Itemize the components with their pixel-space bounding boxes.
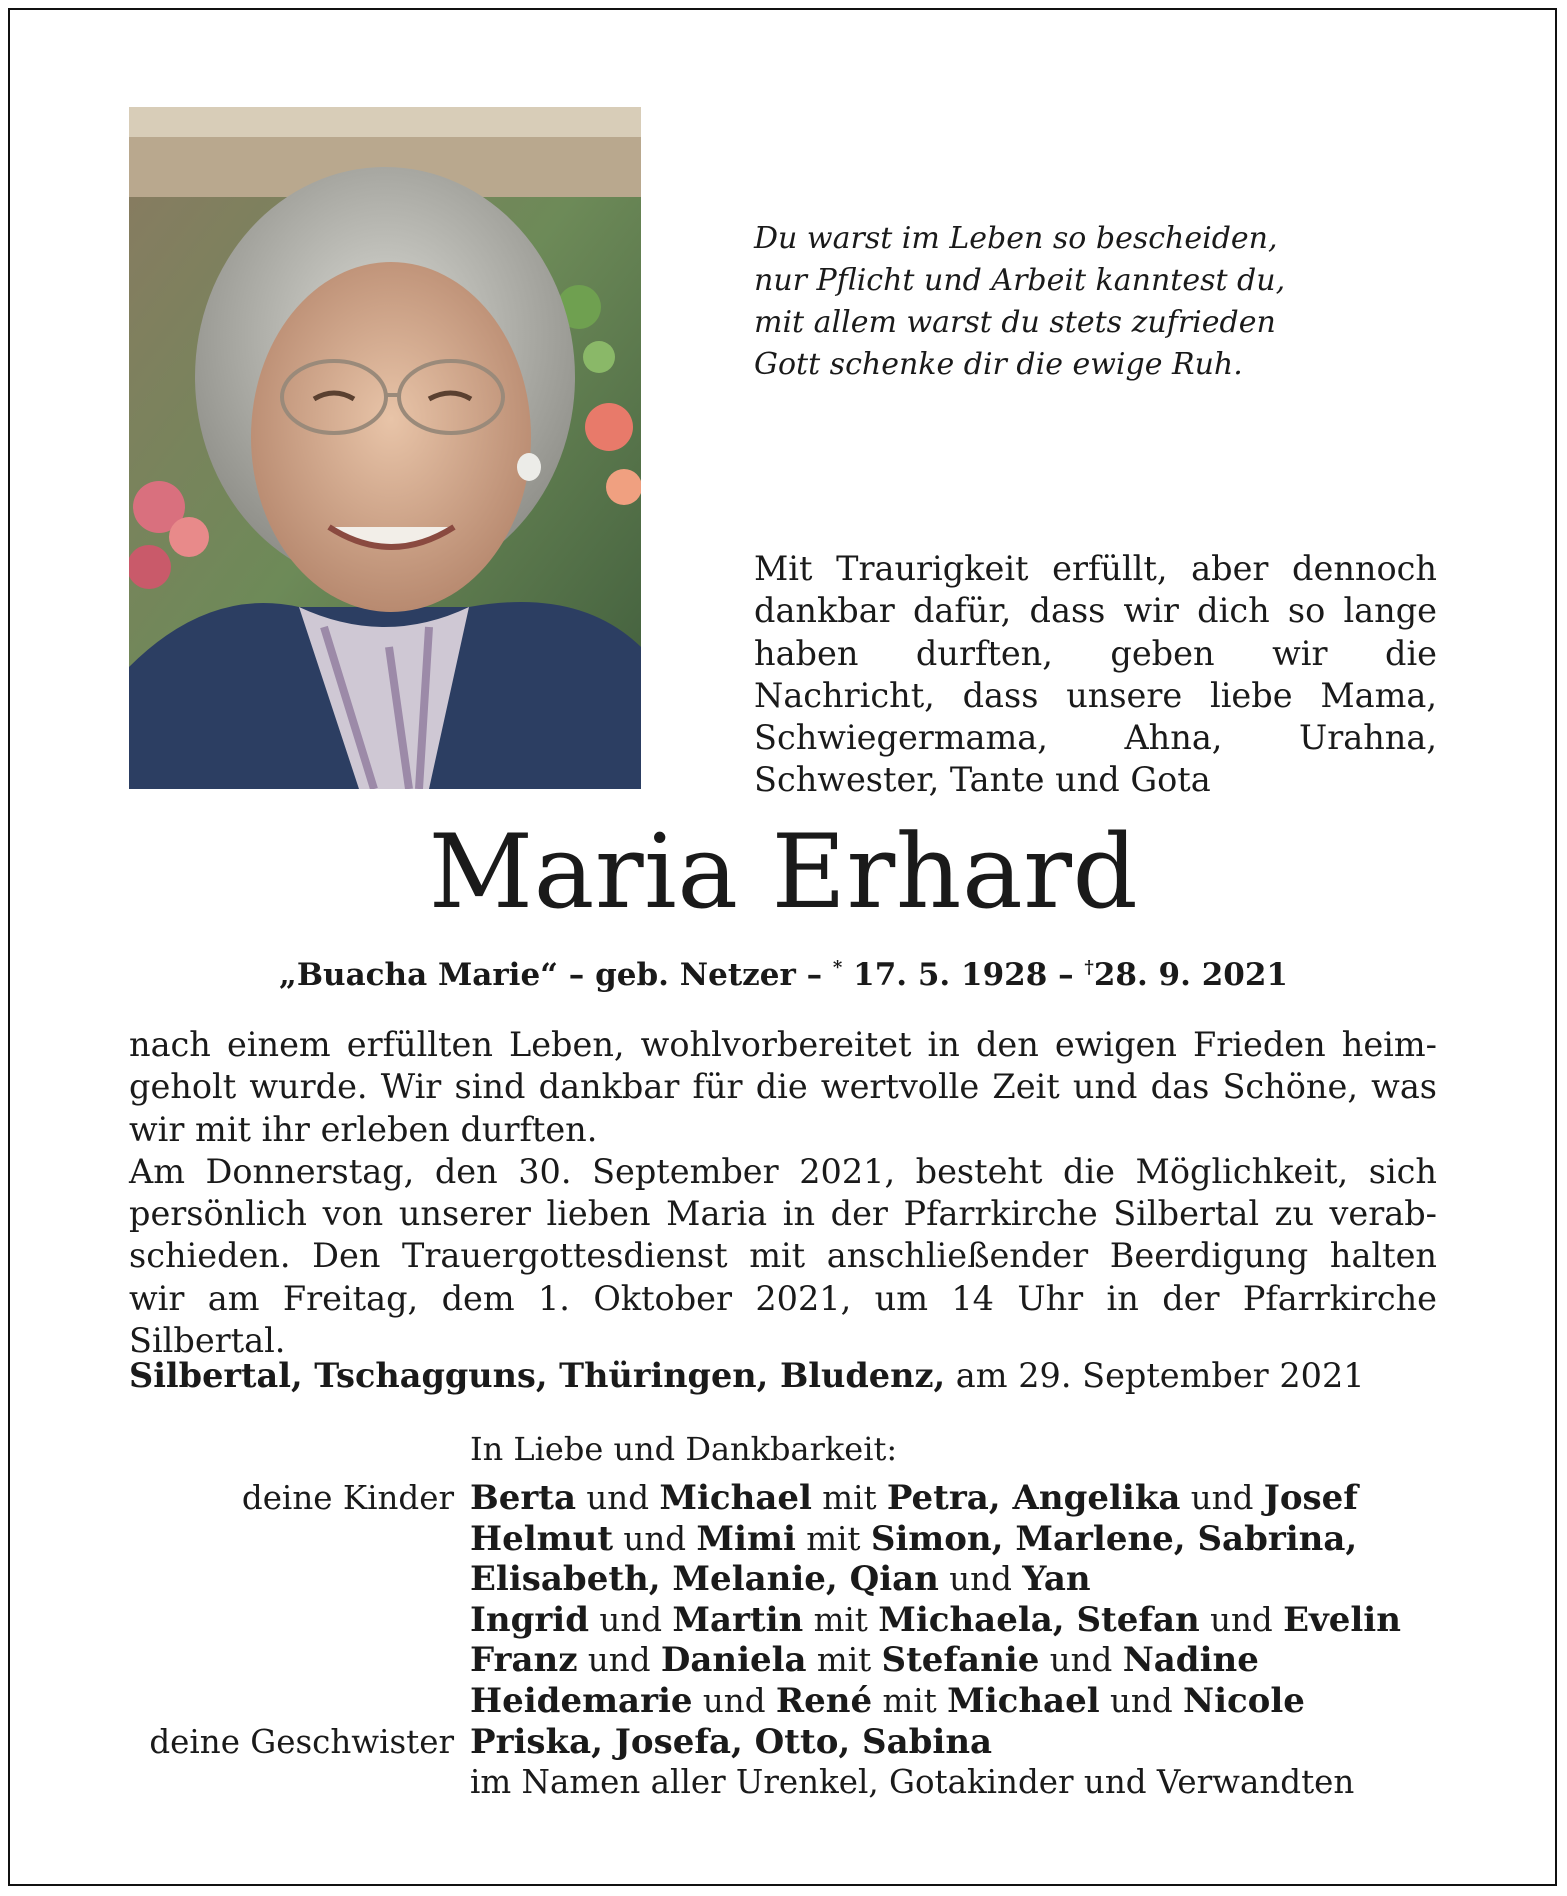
body-paragraph-1: nach einem erfüllten Leben, wohlvorbereitet in den ewigen Frieden heimgeholt wurde. Wir sind dankbar für die wertvolle Zeit und das Schöne, was wir mit ihr erleben durften. — [129, 1025, 1437, 1149]
family-names — [470, 1640, 1259, 1681]
family-row — [0, 1519, 1567, 1560]
separator: – — [795, 957, 833, 993]
connector-text: mit — [795, 1519, 871, 1558]
birth-symbol: * — [832, 957, 843, 978]
family-row — [0, 1722, 1567, 1763]
place-date-line — [129, 1355, 1469, 1397]
relation-label: deine Kinder — [241, 1479, 454, 1517]
portrait-image — [129, 107, 641, 789]
intro-paragraph: Mit Traurigkeit erfüllt, aber dennoch dankbar dafür, dass wir dich so lange haben durften, geben wir die Nachricht, dass unsere liebe Mama, Schwiegermama, Ahna, Urahna, Schwester, Tante und Gota — [754, 549, 1437, 800]
nickname: „Buacha Marie“ — [279, 957, 559, 993]
verse-line: mit allem warst du stets zufrieden — [754, 305, 1276, 340]
family-row — [0, 1762, 1567, 1803]
connector-text: mit — [803, 1600, 879, 1639]
family-member-name: Berta — [470, 1478, 577, 1518]
family-member-name: Nicole — [1182, 1680, 1305, 1721]
family-member-name: Mimi — [696, 1518, 796, 1559]
family-names — [470, 1559, 1091, 1600]
family-member-name: Petra, Angelika — [886, 1478, 1181, 1518]
towns: Silbertal, Tschagguns, Thüringen, Bludenz, — [129, 1356, 946, 1395]
family-row — [0, 1600, 1567, 1641]
death-symbol: † — [1084, 957, 1094, 978]
family-row — [0, 1640, 1567, 1681]
connector-text: und — [1199, 1600, 1284, 1639]
family-member-name: Michael — [659, 1478, 812, 1518]
family-member-name: René — [775, 1680, 873, 1721]
family-member-name: Stefanie — [881, 1640, 1040, 1681]
signoff: In Liebe und Dankbarkeit: — [470, 1430, 898, 1468]
maiden-name: geb. Netzer — [595, 957, 796, 993]
death-date: 28. 9. 2021 — [1093, 957, 1288, 993]
connector-text: mit — [811, 1479, 887, 1517]
family-member-name: Daniela — [660, 1640, 807, 1681]
family-names — [470, 1519, 1357, 1560]
family-member-name: Evelin — [1283, 1599, 1401, 1640]
connector-text: und — [576, 1479, 660, 1517]
family-member-name: Michael — [947, 1680, 1100, 1721]
family-member-name: Nadine — [1122, 1640, 1259, 1681]
family-member-name: Franz — [470, 1640, 578, 1681]
family-names — [470, 1478, 1358, 1519]
family-member-name: Martin — [672, 1599, 804, 1640]
relation-label: deine Geschwister — [149, 1722, 454, 1761]
connector-text: und — [1039, 1641, 1123, 1680]
portrait-photo — [129, 107, 641, 789]
connector-text: und — [938, 1560, 1023, 1599]
connector-text: und — [692, 1681, 776, 1720]
connector-text: und — [577, 1641, 661, 1680]
verse-line: Gott schenke dir die ewige Ruh. — [754, 347, 1243, 382]
connector-text: und — [1180, 1479, 1264, 1517]
family-member-name: Ingrid — [470, 1599, 589, 1640]
connector-text: mit — [872, 1681, 948, 1720]
family-names — [470, 1722, 992, 1763]
connector-text: und — [589, 1600, 673, 1639]
connector-text: und — [1099, 1681, 1183, 1720]
birth-date: 17. 5. 1928 — [853, 957, 1048, 993]
family-member-name: Josef — [1263, 1478, 1358, 1518]
family-member-name: Helmut — [470, 1518, 614, 1559]
connector-text: und — [613, 1519, 697, 1558]
announcement-date: am 29. September 2021 — [945, 1356, 1365, 1395]
family-member-name: Heidemarie — [470, 1680, 693, 1721]
separator: – — [1047, 957, 1085, 993]
family-member-name: Elisabeth, Melanie, Qian — [470, 1559, 939, 1600]
deceased-name: Maria Erhard — [428, 813, 1139, 932]
separator: – — [558, 957, 596, 993]
memorial-verse — [754, 218, 1474, 386]
connector-text: mit — [806, 1641, 882, 1680]
family-names — [470, 1600, 1401, 1641]
body-paragraph-2: Am Donnerstag, den 30. September 2021, besteht die Möglichkeit, sich persönlich von unserer lieben Maria in der Pfarrkirche Silbertal zu verabschieden. Den Trauergottesdienst mit anschließender Beerdigung halten wir am Freitag, dem 1. Oktober 2021, um 14 Uhr in der Pfarrkirche Silbertal. — [129, 1151, 1437, 1361]
family-member-name: Yan — [1022, 1559, 1091, 1600]
family-list — [0, 1478, 1567, 1803]
family-member-name: Michaela, Stefan — [878, 1599, 1200, 1640]
family-row — [0, 1478, 1567, 1519]
verse-line: nur Pflicht und Arbeit kanntest du, — [754, 263, 1286, 298]
family-member-name: Priska, Josefa, Otto, Sabina — [470, 1721, 993, 1762]
family-member-name: Simon, Marlene, Sabrina, — [870, 1518, 1358, 1559]
body-text — [129, 1024, 1437, 1362]
family-row — [0, 1559, 1567, 1600]
family-row — [0, 1681, 1567, 1722]
verse-line: Du warst im Leben so bescheiden, — [754, 221, 1278, 256]
closing-line: im Namen aller Urenkel, Gotakinder und Verwandten — [470, 1763, 1355, 1802]
deceased-dates — [0, 948, 1567, 995]
family-names — [470, 1681, 1305, 1722]
